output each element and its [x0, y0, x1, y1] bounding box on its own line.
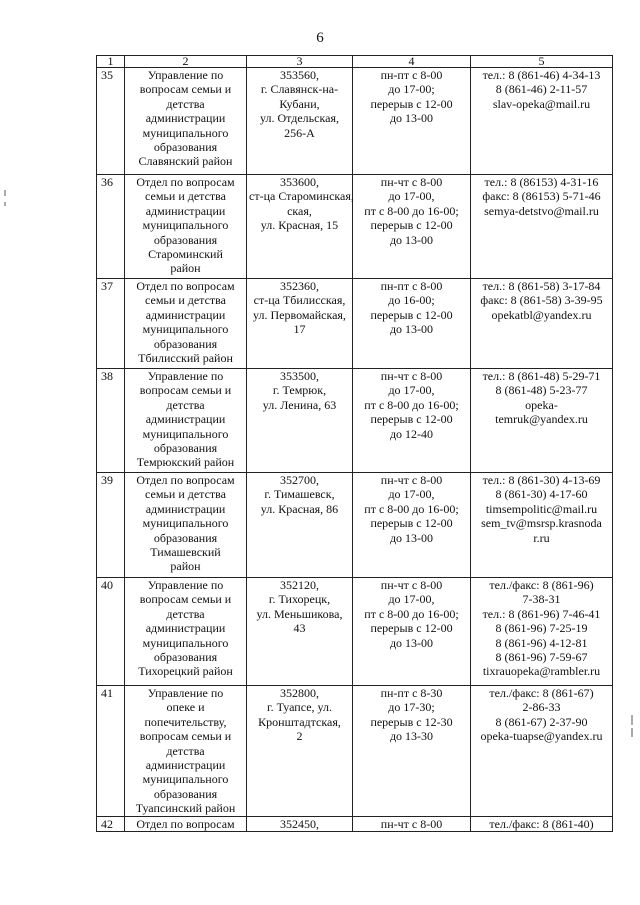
header-cell: 1: [97, 56, 125, 68]
cell-line: тел.: 8 (86153) 4-31-16: [484, 175, 599, 189]
cell-line: факс: 8 (86153) 5-71-46: [482, 189, 601, 204]
cell-line: 7-38-31: [522, 592, 561, 607]
cell-line: попечительству,: [144, 714, 227, 729]
cell-line: образования: [153, 530, 218, 545]
cell-line: r.ru: [533, 530, 550, 545]
cell-line: пт с 8-00 до 16-00;: [364, 203, 459, 218]
cell-line: муниципального: [142, 635, 229, 650]
cell-line: до 17-30;: [388, 700, 435, 715]
row-number-cell: 39: [97, 473, 125, 578]
cell-line: ул. Меньшикова,: [256, 606, 343, 621]
cell-line: детства: [166, 606, 205, 621]
cell-line: пн-чт с 8-00: [380, 369, 443, 383]
cell-line: 352700,: [280, 473, 319, 487]
cell-line: 8 (861-30) 4-17-60: [495, 487, 588, 502]
cell-line: администрации: [145, 203, 226, 218]
cell-line: 8 (861-96) 7-25-19: [495, 621, 588, 636]
cell-line: администрации: [145, 621, 226, 636]
cell-line: 8 (861-96) 4-12-81: [495, 635, 588, 650]
header-cell: 3: [247, 56, 353, 68]
cell-line: детства: [166, 397, 205, 412]
row-number-cell: 42: [97, 817, 125, 832]
cell-line: муниципального: [142, 426, 229, 441]
row-number-cell: 38: [97, 369, 125, 473]
cell-line: Тихорецкий район: [138, 664, 233, 679]
cell-line: 2: [296, 729, 303, 744]
cell-line: Отдел по вопросам: [136, 175, 235, 189]
cell-line: администрации: [145, 501, 226, 516]
cell-line: 353560,: [280, 68, 319, 82]
cell-line: факс: 8 (861-58) 3-39-95: [480, 293, 603, 308]
cell-line: пт с 8-00 до 16-00;: [364, 501, 459, 516]
cell-line: образования: [153, 232, 218, 247]
cell-line: slav-opeka@mail.ru: [492, 96, 591, 111]
cell-line: до 13-00: [389, 111, 434, 126]
page-number: 6: [316, 30, 324, 46]
cell-line: Староминский: [148, 247, 223, 262]
cell-line: образования: [153, 441, 218, 456]
cell-line: Кубани,: [279, 96, 320, 111]
cell-line: 352450,: [280, 817, 319, 831]
cell-line: г. Тимашевск,: [264, 487, 335, 502]
cell-line: тел.: 8 (861-96) 7-46-41: [482, 606, 601, 621]
cell-line: Отдел по вопросам: [136, 817, 235, 831]
cell-line: до 16-00;: [388, 293, 435, 308]
cell-line: 352120,: [280, 578, 319, 592]
cell-line: Управление по: [147, 68, 224, 82]
cell-line: администрации: [145, 307, 226, 322]
row-number-cell: 36: [97, 175, 125, 279]
cell-line: ул. Красная, 15: [260, 218, 339, 233]
cell-line: г. Туапсе, ул.: [267, 700, 332, 715]
cell-line: пн-чт с 8-00: [380, 175, 443, 189]
cell-line: муниципального: [142, 516, 229, 531]
cell-line: до 17-00,: [388, 592, 435, 607]
cell-line: ул. Ленина, 63: [262, 397, 337, 412]
header-cell: 2: [125, 56, 247, 68]
cell-line: образования: [153, 140, 218, 155]
cell-line: до 17-00,: [388, 383, 435, 398]
cell-line: детства: [166, 743, 205, 758]
cell-line: Отдел по вопросам: [136, 473, 235, 487]
cell-line: семьи и детства: [145, 487, 226, 502]
cell-line: семьи и детства: [145, 189, 226, 204]
cell-line: до 17-00,: [388, 487, 435, 502]
cell-line: Управление по: [147, 686, 224, 700]
cell-line: 8 (861-67) 2-37-90: [495, 714, 588, 729]
cell-line: opekatbl@yandex.ru: [491, 307, 592, 322]
cell-line: перерыв с 12-00: [370, 218, 453, 233]
cell-line: г. Славянск-на-: [260, 82, 339, 97]
cell-line: tixrauopeka@rambler.ru: [482, 664, 601, 679]
cell-line: 8 (861-46) 2-11-57: [495, 82, 588, 97]
cell-line: перерыв с 12-00: [370, 516, 453, 531]
cell-line: тел.: 8 (861-58) 3-17-84: [482, 279, 601, 293]
cell-line: вопросам семьи и: [139, 592, 232, 607]
cell-line: до 17-00,: [388, 189, 435, 204]
cell-line: ст-ца Староминская,: [249, 189, 354, 204]
cell-line: перерыв с 12-00: [370, 307, 453, 322]
cell-line: пт с 8-00 до 16-00;: [364, 606, 459, 621]
cell-line: район: [170, 559, 201, 574]
cell-line: до 13-00: [389, 232, 434, 247]
cell-line: до 13-00: [389, 322, 434, 337]
cell-line: перерыв с 12-30: [370, 714, 453, 729]
cell-line: тел./факс: 8 (861-67): [489, 686, 594, 700]
cell-line: до 17-00;: [388, 82, 435, 97]
cell-line: timsempolitic@mail.ru: [485, 501, 598, 516]
cell-line: Тбилисский район: [138, 351, 233, 366]
cell-line: 353500,: [280, 369, 319, 383]
cell-line: до 13-00: [389, 530, 434, 545]
cell-line: Управление по: [147, 578, 224, 592]
cell-line: Управление по: [147, 369, 224, 383]
cell-line: г. Темрюк,: [272, 383, 327, 398]
cell-line: перерыв с 12-00: [370, 621, 453, 636]
cell-line: администрации: [145, 758, 226, 773]
cell-line: 2-86-33: [522, 700, 561, 715]
cell-line: Отдел по вопросам: [136, 279, 235, 293]
cell-line: sem_tv@msrsp.krasnoda: [481, 516, 602, 531]
cell-line: образования: [153, 786, 218, 801]
cell-line: пн-пт с 8-30: [380, 686, 443, 700]
cell-line: пт с 8-00 до 16-00;: [364, 397, 459, 412]
cell-line: перерыв с 12-00: [370, 412, 453, 427]
cell-line: администрации: [145, 412, 226, 427]
cell-line: ул. Отдельская,: [260, 111, 339, 126]
header-cell: 4: [353, 56, 471, 68]
cell-line: район: [170, 261, 201, 276]
cell-line: перерыв с 12-00: [370, 96, 453, 111]
cell-line: opeka-: [525, 397, 558, 412]
cell-line: муниципального: [142, 125, 229, 140]
cell-line: Кронштадтская,: [258, 714, 341, 729]
cell-line: вопросам семьи и: [139, 383, 232, 398]
cell-line: temruk@yandex.ru: [495, 412, 588, 427]
cell-line: до 12-40: [389, 426, 434, 441]
cell-line: Туапсинский район: [135, 801, 236, 816]
cell-line: пн-пт с 8-00: [380, 279, 443, 293]
cell-line: муниципального: [142, 218, 229, 233]
cell-line: до 13-30: [389, 729, 434, 744]
cell-line: муниципального: [142, 322, 229, 337]
cell-line: 256-А: [284, 125, 315, 140]
cell-line: муниципального: [142, 772, 229, 787]
cell-line: тел.: 8 (861-46) 4-34-13: [482, 68, 601, 82]
cell-line: семьи и детства: [145, 293, 226, 308]
cell-line: opeka-tuapse@yandex.ru: [480, 729, 603, 744]
cell-line: образования: [153, 650, 218, 665]
cell-line: 43: [293, 621, 306, 636]
cell-line: ская,: [287, 203, 312, 218]
cell-line: пн-чт с 8-00: [380, 578, 443, 592]
cell-line: 17: [293, 322, 306, 337]
cell-line: пн-чт с 8-00: [380, 817, 443, 831]
row-number-cell: 37: [97, 279, 125, 369]
cell-line: ул. Красная, 86: [260, 501, 339, 516]
row-number-cell: 35: [97, 68, 125, 175]
cell-line: г. Тихорецк,: [268, 592, 331, 607]
cell-line: Темрюкский район: [136, 455, 235, 470]
cell-line: 8 (861-96) 7-59-67: [495, 650, 588, 665]
cell-line: ул. Первомайская,: [253, 307, 346, 322]
cell-line: пн-пт с 8-00: [380, 68, 443, 82]
cell-line: вопросам семьи и: [139, 82, 232, 97]
cell-line: вопросам семьи и: [139, 729, 232, 744]
cell-line: до 13-00: [389, 635, 434, 650]
cell-line: детства: [166, 96, 205, 111]
cell-line: 8 (861-48) 5-23-77: [495, 383, 588, 398]
cell-line: опеке и: [166, 700, 205, 715]
header-cell: 5: [471, 56, 613, 68]
cell-line: тел.: 8 (861-30) 4-13-69: [482, 473, 601, 487]
cell-line: 352360,: [280, 279, 319, 293]
cell-line: Тимашевский: [150, 545, 221, 560]
cell-line: администрации: [145, 111, 226, 126]
cell-line: тел./факс: 8 (861-40): [489, 817, 594, 831]
cell-line: тел./факс: 8 (861-96): [489, 578, 594, 592]
cell-line: пн-чт с 8-00: [380, 473, 443, 487]
cell-line: образования: [153, 336, 218, 351]
cell-line: тел.: 8 (861-48) 5-29-71: [482, 369, 601, 383]
row-number-cell: 41: [97, 686, 125, 817]
cell-line: semya-detstvo@mail.ru: [484, 203, 599, 218]
cell-line: 352800,: [280, 686, 319, 700]
cell-line: ст-ца Тбилисская,: [253, 293, 346, 308]
row-number-cell: 40: [97, 578, 125, 686]
cell-line: 353600,: [280, 175, 319, 189]
cell-line: Славянский район: [138, 154, 233, 169]
